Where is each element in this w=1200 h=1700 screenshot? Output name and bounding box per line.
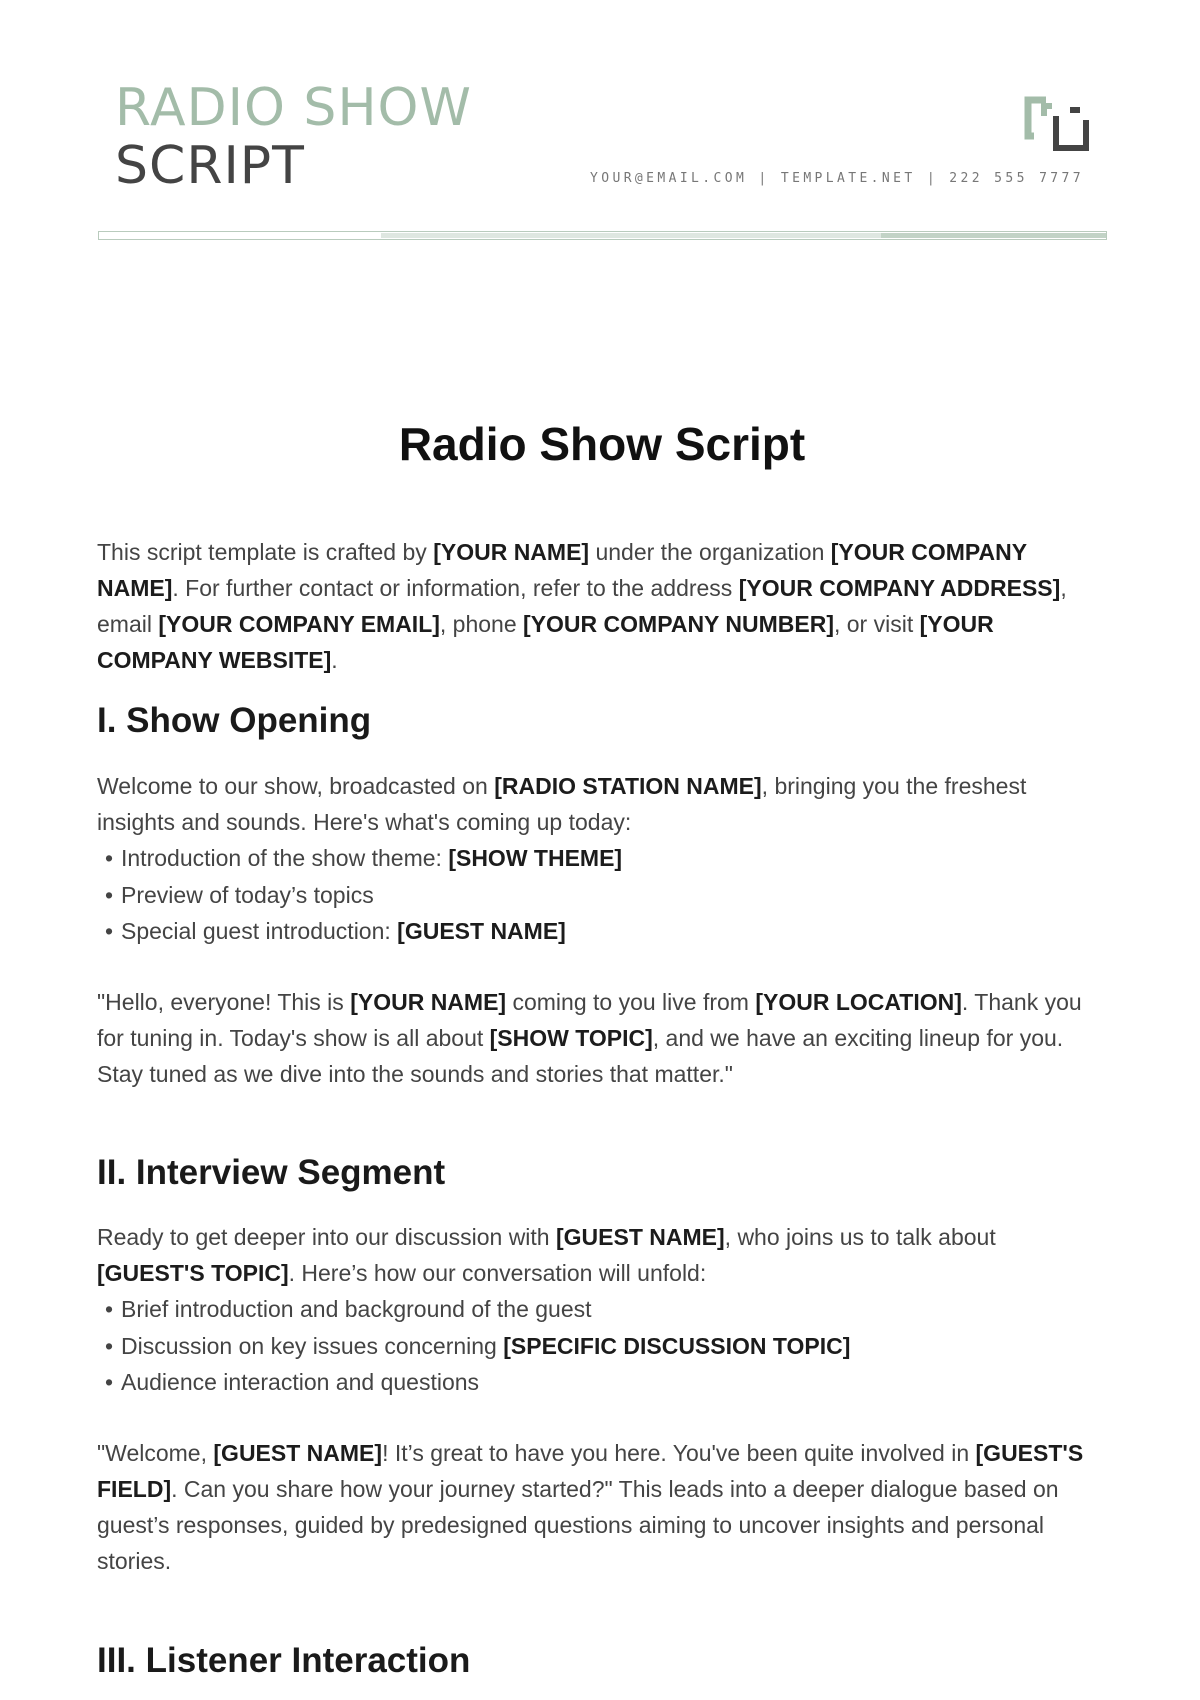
paragraph-text: coming to you live from (506, 989, 756, 1015)
show-opening-quote (97, 984, 1107, 1092)
placeholder-guest-field: [GUEST'S FIELD] (97, 1440, 1084, 1502)
paragraph-text: , who joins us to talk about (724, 1224, 996, 1250)
intro-paragraph (97, 534, 1107, 678)
document-header (0, 0, 1200, 250)
intro-text: , or visit (833, 611, 920, 637)
placeholder-show-topic: [SHOW TOPIC] (489, 1025, 653, 1051)
brand-title-line2: SCRIPT (115, 136, 305, 196)
placeholder-your-name: [YOUR NAME] (433, 539, 590, 565)
page-title: Radio Show Script (398, 418, 806, 470)
bracket-frame-logo-icon (1022, 96, 1092, 158)
paragraph-text: ! It’s great to have you here. You've been quite involved in (382, 1440, 976, 1466)
placeholder-your-name: [YOUR NAME] (350, 989, 507, 1015)
show-opening-list (105, 840, 1105, 950)
intro-text: , email (97, 575, 1067, 637)
placeholder-guest-name: [GUEST NAME] (556, 1224, 725, 1250)
placeholder-company-website: [YOUR COMPANY WEBSITE] (97, 611, 994, 673)
list-item (105, 840, 1105, 877)
interview-intro (97, 1219, 1107, 1291)
paragraph-text: "Hello, everyone! This is (97, 989, 351, 1015)
paragraph-text: "Welcome, (97, 1440, 214, 1466)
list-item (105, 877, 1105, 914)
placeholder-radio-station: [RADIO STATION NAME] (494, 773, 762, 799)
list-item-placeholder: [SHOW THEME] (448, 845, 623, 871)
divider-segment-light (381, 233, 881, 238)
contact-info: YOUR@EMAIL.COM | TEMPLATE.NET | 222 555 7777 (590, 171, 1084, 186)
list-item-text: Audience interaction and questions (121, 1369, 480, 1395)
paragraph-text: . Here’s how our conversation will unfold: (288, 1260, 707, 1286)
show-opening-intro (97, 768, 1107, 840)
paragraph-text: Welcome to our show, broadcasted on (97, 773, 495, 799)
placeholder-guest-topic: [GUEST'S TOPIC] (97, 1260, 289, 1286)
paragraph-text: . Can you share how your journey started?" This leads into a deeper dialogue based on guest’s responses, guided by predesigned questions aiming to uncover insights and personal stories. (97, 1476, 1059, 1574)
list-item-placeholder: [SPECIFIC DISCUSSION TOPIC] (503, 1332, 851, 1359)
placeholder-company-name: [YOUR COMPANY NAME] (97, 539, 1027, 601)
paragraph-text: , bringing you the freshest insights and sounds. Here's what's coming up today: (97, 773, 1027, 835)
list-item (105, 1328, 1105, 1365)
list-item (105, 1291, 1105, 1328)
placeholder-guest-name: [GUEST NAME] (213, 1440, 383, 1466)
list-item-text: Brief introduction and background of the guest (121, 1296, 592, 1322)
brand-title-line1: RADIO SHOW (115, 78, 472, 138)
list-item-text: Discussion on key issues concerning (121, 1332, 504, 1359)
section-heading-show-opening: I. Show Opening (97, 701, 372, 740)
list-item (105, 913, 1105, 950)
paragraph-text: , and we have an exciting lineup for you. Stay tuned as we dive into the sounds and stories that matter." (97, 1025, 1064, 1087)
list-item-text: Preview of today’s topics (121, 881, 374, 908)
intro-text: . For further contact or information, refer to the address (172, 575, 739, 601)
list-item (105, 1364, 1105, 1401)
intro-text: . (331, 647, 338, 673)
divider-segment-accent (881, 233, 1106, 238)
list-item-text: Special guest introduction: (121, 918, 398, 944)
intro-text: This script template is crafted by (97, 539, 434, 565)
section-heading-listener-interaction: III. Listener Interaction (97, 1641, 471, 1680)
list-item-text: Introduction of the show theme: (121, 845, 449, 871)
placeholder-your-location: [YOUR LOCATION] (755, 989, 962, 1015)
intro-text: , phone (439, 611, 524, 637)
interview-quote (97, 1435, 1107, 1579)
section-heading-interview-segment: II. Interview Segment (97, 1153, 446, 1192)
placeholder-company-email: [YOUR COMPANY EMAIL] (158, 611, 440, 637)
intro-text: under the organization (589, 539, 831, 565)
placeholder-company-number: [YOUR COMPANY NUMBER] (523, 611, 834, 637)
paragraph-text: . Thank you for tuning in. Today's show is all about (97, 989, 1082, 1051)
paragraph-text: Ready to get deeper into our discussion with (97, 1224, 556, 1250)
header-divider (98, 231, 1107, 240)
list-item-placeholder: [GUEST NAME] (397, 918, 566, 944)
interview-list (105, 1291, 1105, 1401)
placeholder-company-address: [YOUR COMPANY ADDRESS] (738, 575, 1061, 601)
